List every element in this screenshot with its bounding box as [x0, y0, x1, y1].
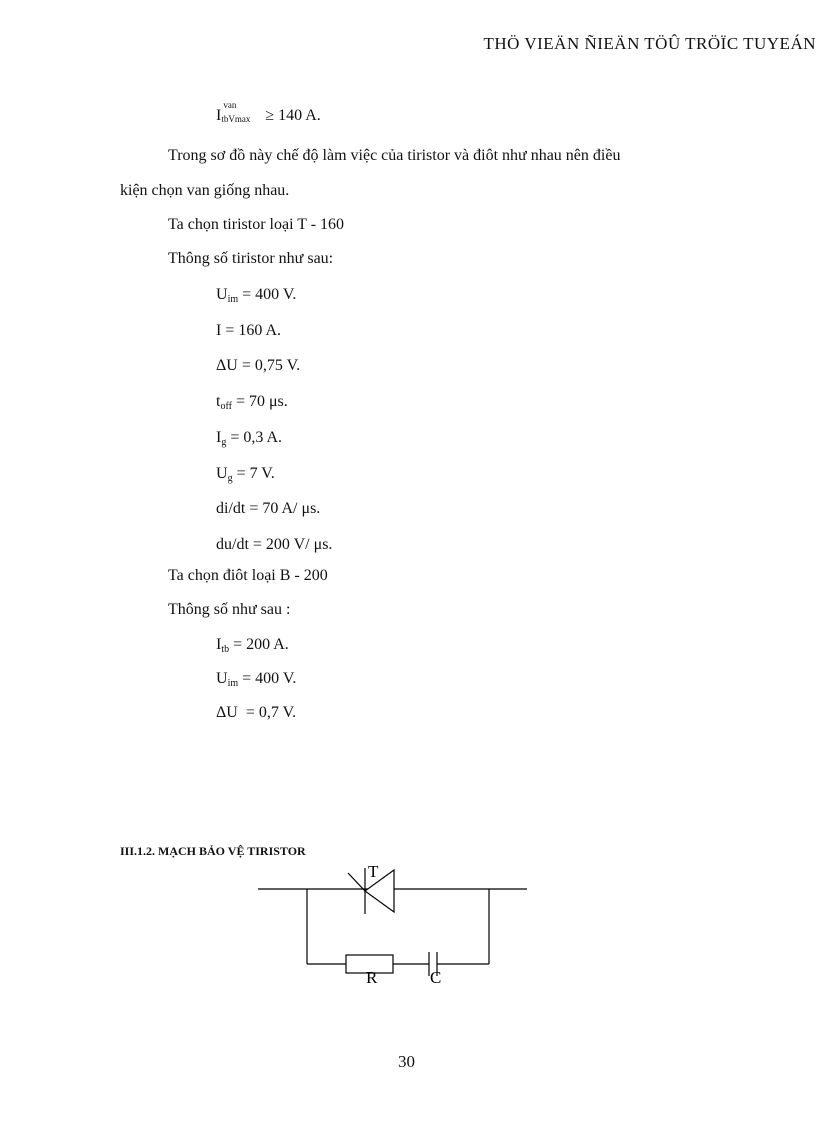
label-r: R	[366, 968, 378, 987]
param-value: = 400 V.	[238, 670, 297, 687]
param-value: = 200 V/ μs.	[248, 535, 333, 553]
choose-diode: Ta chọn điôt loại B - 200	[168, 567, 328, 584]
formula-sub: tbVmax	[221, 114, 251, 124]
param-value: = 160 A.	[221, 321, 282, 339]
param-symbol: U	[216, 464, 228, 482]
param-subscript: tb	[221, 644, 230, 655]
param-subscript: off	[220, 401, 232, 413]
param-subscript: g	[227, 472, 233, 484]
param-symbol: ΔU	[216, 357, 238, 375]
param-symbol: t	[216, 393, 221, 411]
paragraph-line-1: Trong sơ đồ này chế độ làm việc của tiristor và điôt như nhau nên điều	[168, 147, 621, 164]
param-value: = 70 μs.	[231, 393, 288, 411]
tiristor-params-title: Thông số tiristor như sau:	[168, 250, 334, 267]
param-symbol: I	[216, 428, 222, 446]
choose-tiristor: Ta chọn tiristor loại T - 160	[168, 216, 345, 233]
page-number: 30	[398, 1052, 415, 1071]
formula-rest: ≥ 140 A.	[261, 107, 321, 124]
param-symbol: I	[216, 321, 222, 339]
param-value: = 7 V.	[232, 464, 275, 482]
label-t: T	[368, 862, 379, 881]
formula-main: I	[216, 107, 222, 124]
section-heading: III.1.2. MẠCH BẢO VỆ TIRISTOR	[120, 844, 306, 858]
formula-sup: van	[223, 100, 237, 110]
param-symbol: di/dt	[216, 500, 246, 518]
page-header: THÖ VIEÄN ÑIEÄN TÖÛ TRÖÏC TUYEÁN	[483, 34, 816, 53]
param-value: = 70 A/ μs.	[245, 500, 321, 518]
param-symbol: U	[216, 286, 228, 303]
param-subscript: g	[221, 436, 227, 448]
param-symbol: du/dt	[216, 535, 249, 553]
param-symbol: ΔU	[216, 704, 238, 721]
param-value: = 0,75 V.	[237, 357, 301, 375]
param-symbol: I	[216, 636, 222, 653]
label-c: C	[430, 968, 442, 987]
param-value: = 200 A.	[229, 636, 289, 653]
param-subscript: im	[227, 294, 239, 305]
param-value: = 400 V.	[238, 286, 297, 303]
param-value: = 0,3 A.	[226, 428, 283, 446]
paragraph-line-2: kiện chọn van giống nhau.	[120, 182, 290, 199]
param-symbol: U	[216, 670, 228, 687]
diode-params-title: Thông số như sau :	[168, 601, 291, 618]
thyristor-gate	[348, 873, 365, 891]
param-value: = 0,7 V.	[237, 704, 297, 721]
param-subscript: im	[227, 678, 239, 689]
